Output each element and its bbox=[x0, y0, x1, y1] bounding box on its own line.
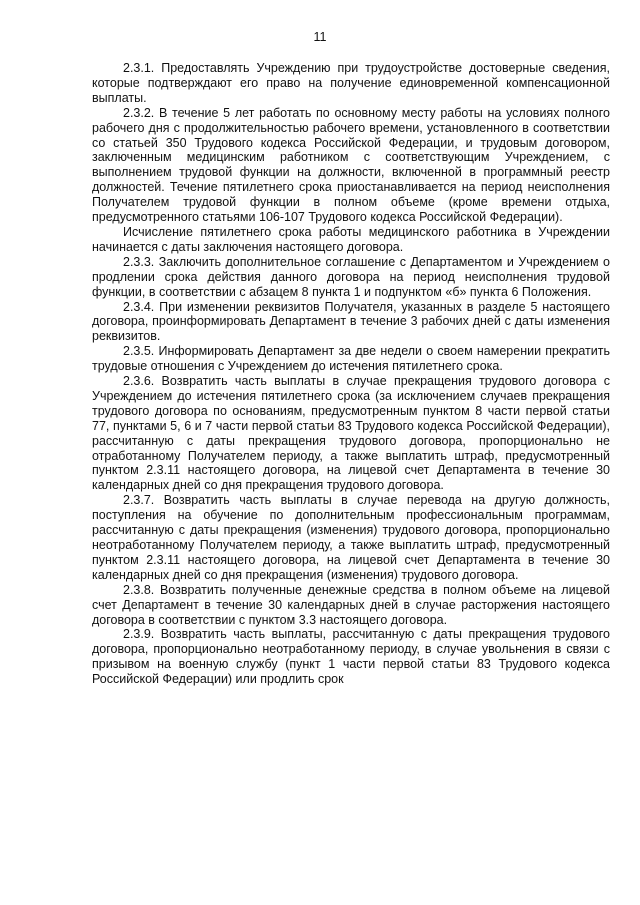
clause-2-3-4: 2.3.4. При изменении реквизитов Получателя, указанных в разделе 5 настоящего договора, проинформировать Департамент в течение 3 рабочих дней с даты изменения реквизитов. bbox=[92, 299, 610, 344]
clause-2-3-2-term-start: Исчисление пятилетнего срока работы медицинского работника в Учреждении начинается с даты заключения настоящего договора. bbox=[92, 224, 610, 254]
clause-2-3-2: 2.3.2. В течение 5 лет работать по основному месту работы на условиях полного рабочего дня с продолжительностью рабочего времени, установленного в соответствии со статьей 350 Трудового кодекса Российской Федерации, и трудовым договором, заключенным медицинским работником с соответствующим Учреждением, с выполнением трудовой функции на должности, включенной в программный реестр должностей. Течение пятилетнего срока приостанавливается на период неисполнения Получателем трудовой функции в полном объеме (кроме времени отдыха, предусмотренного статьями 106-107 Трудового кодекса Российской Федерации). bbox=[92, 105, 610, 225]
clause-2-3-8: 2.3.8. Возвратить полученные денежные средства в полном объеме на лицевой счет Департамент в течение 30 календарных дней в случае расторжения настоящего договора в соответствии с пунктом 3.3 настоящего договора. bbox=[92, 582, 610, 627]
clause-2-3-1: 2.3.1. Предоставлять Учреждению при трудоустройстве достоверные сведения, которые подтверждают его право на получение единовременной компенсационной выплаты. bbox=[92, 61, 610, 105]
clause-2-3-6: 2.3.6. Возвратить часть выплаты в случае прекращения трудового договора с Учреждением до истечения пятилетнего срока (за исключением случаев прекращения трудового договора по основаниям, предусмотренным пунктом 8 части первой статьи 77, пунктами 5, 6 и 7 части первой статьи 83 Трудового кодекса Российской Федерации), рассчитанную с даты прекращения трудового договора, пропорционально не отработанному Получателем периоду, а также выплатить штраф, предусмотренный пунктом 2.3.11 настоящего договора, на лицевой счет Департамента в течение 30 календарных дней со дня прекращения трудового договора. bbox=[92, 374, 610, 493]
clause-2-3-5: 2.3.5. Информировать Департамент за две недели о своем намерении прекратить трудовые отношения с Учреждением до истечения пятилетнего срока. bbox=[92, 344, 610, 374]
page-number: 11 bbox=[313, 30, 327, 44]
document-body bbox=[92, 61, 610, 687]
clause-2-3-3: 2.3.3. Заключить дополнительное соглашение с Департаментом и Учреждением о продлении срока действия данного договора на период неисполнения трудовой функции, в соответствии с абзацем 8 пункта 1 и подпунктом «б» пункта 6 Положения. bbox=[92, 254, 610, 299]
clause-2-3-7: 2.3.7. Возвратить часть выплаты в случае перевода на другую должность, поступления на обучение по дополнительным профессиональным программам, рассчитанную с даты прекращения (изменения) трудового договора, пропорционально неотработанному Получателем периоду, а также выплатить штраф, предусмотренный пунктом 2.3.11 настоящего договора, на лицевой счет Департамента в течение 30 календарных дней со дня прекращения (изменения) трудового договора. bbox=[92, 493, 610, 582]
clause-2-3-9: 2.3.9. Возвратить часть выплаты, рассчитанную с даты прекращения трудового договора, пропорционально неотработанному периоду, в случае увольнения в связи с призывом на военную службу (пункт 1 части первой статьи 83 Трудового кодекса Российской Федерации) или продлить срок bbox=[92, 627, 610, 687]
